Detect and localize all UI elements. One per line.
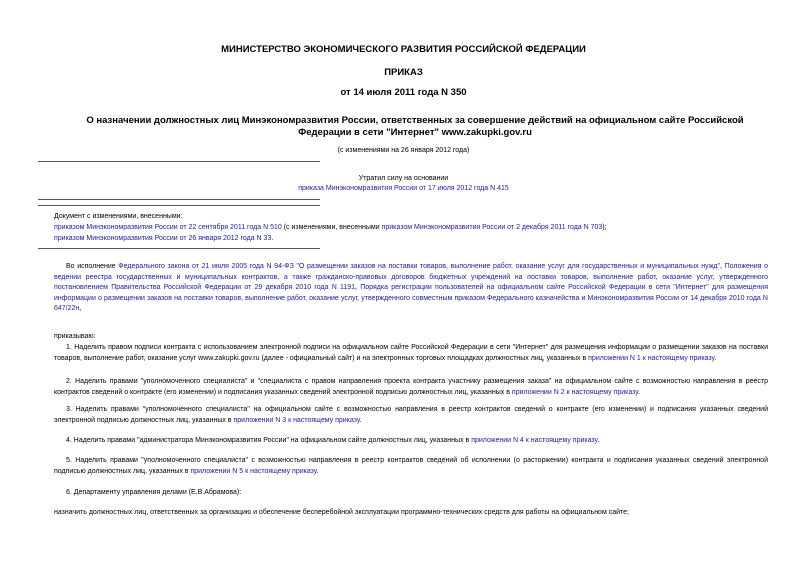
order-text: . [316,467,319,475]
appendix-4-link[interactable]: приложении N 4 к настоящему приказу [471,437,598,444]
order-item-4 [54,436,768,447]
order-word: приказываю: [54,333,96,340]
changes-heading: Документ с изменениями, внесенными: [54,213,183,220]
order-text: 1. Наделить правом подписи контракта с использованием электронной подписи на официальном сайте Российской Федерации в сети "Интернет" для размещения информации о размещении заказов на поставки товаров, выполнение работ, оказание услуг www.zakupki.gov.ru (далее - официальный сайт) и на электронных торговых площадках должностных лиц, указанных в [54,344,768,362]
order-item-5 [54,456,768,477]
doc-date-number: от 14 июля 2011 года N 350 [340,87,467,98]
amended-note: (с изменениями на 26 января 2012 года) [337,147,470,154]
regulation-link[interactable]: Положения о ведении реестра государственных и муниципальных контрактов, а также гражданско-правовых договоров бюджетных учреждений на поставки товаров, выполнение работ, оказание услуг, утвержденного постановлением Правительства Российской Федерации от 29 декабря 2010 года N 1191 [54,263,768,292]
appendix-3-link[interactable]: приложении N 3 к настоящему приказу [233,416,360,424]
lost-force-link[interactable]: приказа Минэкономразвития России от 17 июля 2012 года N 415 [298,185,509,192]
changes-text: (с изменениями, внесенными [281,224,382,231]
changes-line-1 [54,223,607,234]
order-item-6: 6. Департаменту управления делами (Е.В.Абрамова): [66,489,242,496]
order-text: . [597,437,600,444]
appendix-5-link[interactable]: приложении N 5 к настоящему приказу [190,467,317,475]
changes-text: . [271,235,274,242]
preamble-text: , [79,305,82,313]
ministry-heading: МИНИСТЕРСТВО ЭКОНОМИЧЕСКОГО РАЗВИТИЯ РОССИЙСКОЙ ФЕДЕРАЦИИ [221,44,586,55]
order-item-3 [54,405,768,426]
order-text: 4. Наделить правами "администратора Минэкономразвития России" на официальном сайте должностных лиц, указанных в [66,437,472,444]
order-text: 3. Наделить правами "уполномоченного специалиста" на официальном сайте с возможностью направления в реестр контрактов сведений о контракте (его изменении) и подписания указанных сведений электронной подписью должностных лиц, указанных в [54,406,768,424]
amendment-link[interactable]: приказом Минэкономразвития России от 22 сентября 2011 года N 510 [54,224,282,231]
divider [38,199,320,200]
procedure-link[interactable]: Порядка регистрации пользователей на официальном сайте Российской Федерации в сети "Интернет" для размещения информации о размещении заказов на поставки товаров, выполнение работ, оказание услуг, утвержденного совместным приказом Федерального казначейства и Минэкономразвития России от 14 декабря 2010 года N 647/22н [54,284,768,313]
order-item-1 [54,343,768,364]
lost-force-note: Утратил силу на основании [358,175,449,182]
appendix-1-link[interactable]: приложении N 1 к настоящему приказу [588,354,715,362]
preamble-text: , [720,263,725,270]
appendix-2-link[interactable]: приложении N 2 к настоящему приказу [511,388,639,396]
divider [38,205,320,206]
order-text: 5. Наделить правами "уполномоченного специалиста" с возможностью направления в реестр контрактов сведений об исполнении (о расторжении) контракта и подписания указанных сведений электронной подписью должностных лиц, указанных в [54,457,768,475]
order-text: . [359,416,362,424]
order-item-2 [54,377,768,398]
order-text: . [638,388,641,396]
changes-line-2 [54,234,273,245]
changes-text: ); [602,224,607,231]
preamble-text: , [355,284,361,292]
preamble [54,262,768,315]
amendment-link[interactable]: приказом Минэкономразвития России от 26 января 2012 года N 33 [54,235,272,242]
order-text: 2. Наделить правами "уполномоченного специалиста" и "специалиста с правом направления проекта контракта участнику размещения заказа" на официальном сайте с возможностью направления в реестр контрактов сведений о контракте (его изменении) и подписания указанных сведений электронной подписью должностных лиц, указанных в [54,378,768,396]
order-item-6a: назначить должностных лиц, ответственных за организацию и обеспечение бесперебойной эксплуатации программно-технических средств для работы на официальном сайте; [54,509,629,516]
divider [38,161,320,162]
doc-title: О назначении должностных лиц Минэкономразвития России, ответственных за совершение действий на официальном сайте Российской Федерации в сети "Интернет" www.zakupki.gov.ru [86,115,744,138]
law-link[interactable]: Федерального закона от 21 июля 2005 года N 94-ФЗ "О размещении заказов на поставки товаров, выполнение работ, оказание услуг для государственных и муниципальных нужд" [118,263,720,270]
order-text: . [714,354,717,362]
amendment-link[interactable]: приказом Минэкономразвития России от 2 декабря 2011 года N 703 [381,224,603,231]
doc-type: ПРИКАЗ [384,67,423,78]
preamble-text: Во исполнение [66,263,119,270]
divider [38,248,320,249]
